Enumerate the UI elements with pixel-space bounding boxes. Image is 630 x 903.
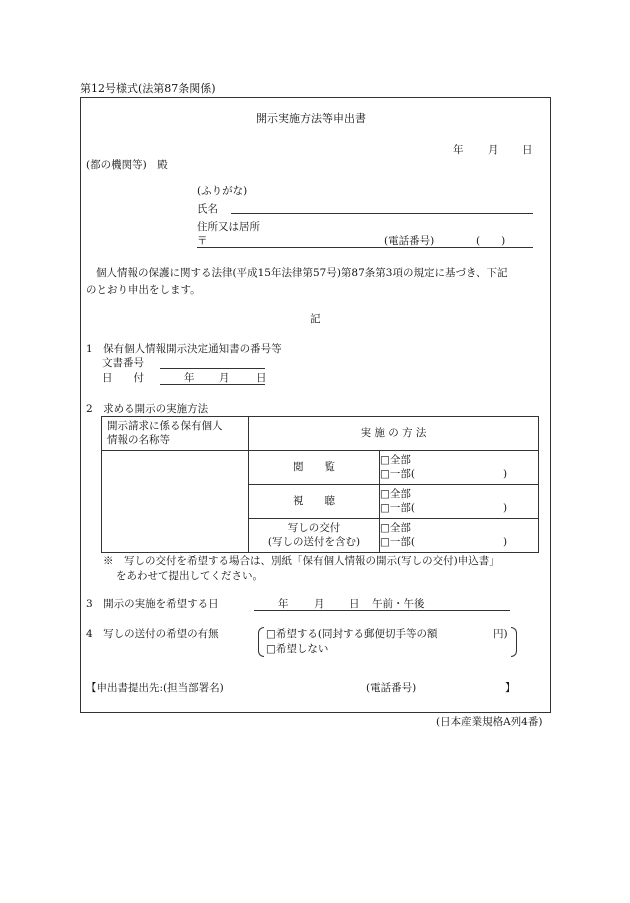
submit-phone-label: (電話番号) — [366, 682, 417, 694]
option-part-close: ) — [503, 535, 508, 548]
submit-close-bracket: 】 — [505, 682, 516, 694]
section4-title: 4 写しの送付の希望の有無 — [86, 628, 219, 640]
method-name-line2: (写しの送付を含む) — [267, 535, 361, 548]
option-part[interactable] — [380, 468, 538, 481]
form-number: 第12号様式(法第87条関係) — [80, 82, 216, 95]
desired-date-field[interactable] — [254, 610, 510, 611]
form-title: 開示実施方法等申出書 — [256, 112, 366, 125]
method-name-line1: 写しの交付 — [287, 522, 341, 535]
left-bracket — [258, 627, 264, 657]
right-bracket — [511, 627, 517, 657]
option-all[interactable]: □全部 — [380, 454, 411, 467]
option-part-close: ) — [503, 467, 508, 480]
option-part-close: ) — [503, 501, 508, 514]
date-day-label: 日 — [522, 144, 533, 156]
copy-note-line2: をあわせて提出してください。 — [116, 570, 263, 582]
method-name: 閲 覧 — [249, 451, 380, 485]
date-year-label: 年 — [453, 144, 464, 156]
option-part[interactable] — [380, 536, 538, 549]
date-month-label: 月 — [488, 144, 499, 156]
issue-date-label: 日 付 — [102, 372, 144, 384]
furigana-label: (ふりがな) — [197, 185, 248, 197]
doc-number-label: 文書番号 — [102, 357, 144, 369]
paper-standard: (日本産業規格A列4番) — [436, 716, 543, 728]
issue-date-field[interactable] — [160, 384, 265, 385]
name-field[interactable] — [231, 213, 533, 214]
section2-title: 2 求める開示の実施方法 — [86, 403, 209, 415]
phone-label: (電話番号) — [384, 235, 435, 247]
method-options — [380, 519, 539, 553]
desired-date-month: 月 — [314, 598, 325, 610]
section3-title: 3 開示の実施を希望する日 — [86, 598, 219, 610]
copy-send-yes-option[interactable]: □希望する(同封する郵便切手等の額 — [266, 628, 438, 640]
name-label: 氏名 — [197, 203, 218, 215]
issue-date-year: 年 — [184, 372, 195, 384]
desired-date-year: 年 — [278, 598, 289, 610]
copy-send-yen: 円) — [493, 628, 508, 640]
section1-title: 1 保有個人情報開示決定通知書の番号等 — [86, 343, 282, 355]
copy-send-no-option[interactable]: □希望しない — [266, 643, 329, 655]
option-all[interactable]: □全部 — [380, 522, 411, 535]
option-all[interactable]: □全部 — [380, 488, 411, 501]
desired-date-day: 日 — [349, 598, 360, 610]
method-options — [380, 451, 539, 485]
ki-mark: 記 — [310, 313, 321, 325]
doc-number-field[interactable] — [160, 368, 265, 369]
submit-to-label: 【申出書提出先:(担当部署名) — [86, 682, 224, 694]
postal-mark: 〒 — [197, 235, 208, 247]
table-header-info-line2: 情報の名称等 — [107, 433, 170, 446]
issue-date-day: 日 — [256, 372, 267, 384]
method-row-viewing — [102, 451, 539, 485]
table-header-method: 実 施 の 方 法 — [249, 417, 539, 451]
desired-date-ampm: 午前・午後 — [372, 598, 425, 610]
table-header-info — [102, 417, 249, 451]
body-text-line2: のとおり申出をします。 — [86, 284, 201, 296]
method-table — [101, 416, 539, 553]
address-label: 住所又は居所 — [197, 221, 260, 233]
table-header-info-line1: 開示請求に係る保有個人 — [107, 420, 223, 433]
option-part-label: □一部( — [380, 501, 416, 514]
option-part-label: □一部( — [380, 535, 416, 548]
info-name-cell[interactable] — [102, 451, 249, 553]
body-text-line1: 個人情報の保護に関する法律(平成15年法律第57号)第87条第3項の規定に基づき、下記 — [96, 267, 508, 279]
issue-date-month: 月 — [219, 372, 230, 384]
phone-parens: ( ) — [476, 235, 506, 247]
method-name: 視 聴 — [249, 485, 380, 519]
method-name — [249, 519, 380, 553]
address-field[interactable] — [197, 247, 533, 248]
method-options — [380, 485, 539, 519]
option-part[interactable] — [380, 502, 538, 515]
copy-note-line1: ※ 写しの交付を希望する場合は、別紙「保有個人情報の開示(写しの交付)申込書」 — [103, 555, 500, 567]
addressee: (都の機関等) 殿 — [86, 159, 168, 171]
option-part-label: □一部( — [380, 467, 416, 480]
